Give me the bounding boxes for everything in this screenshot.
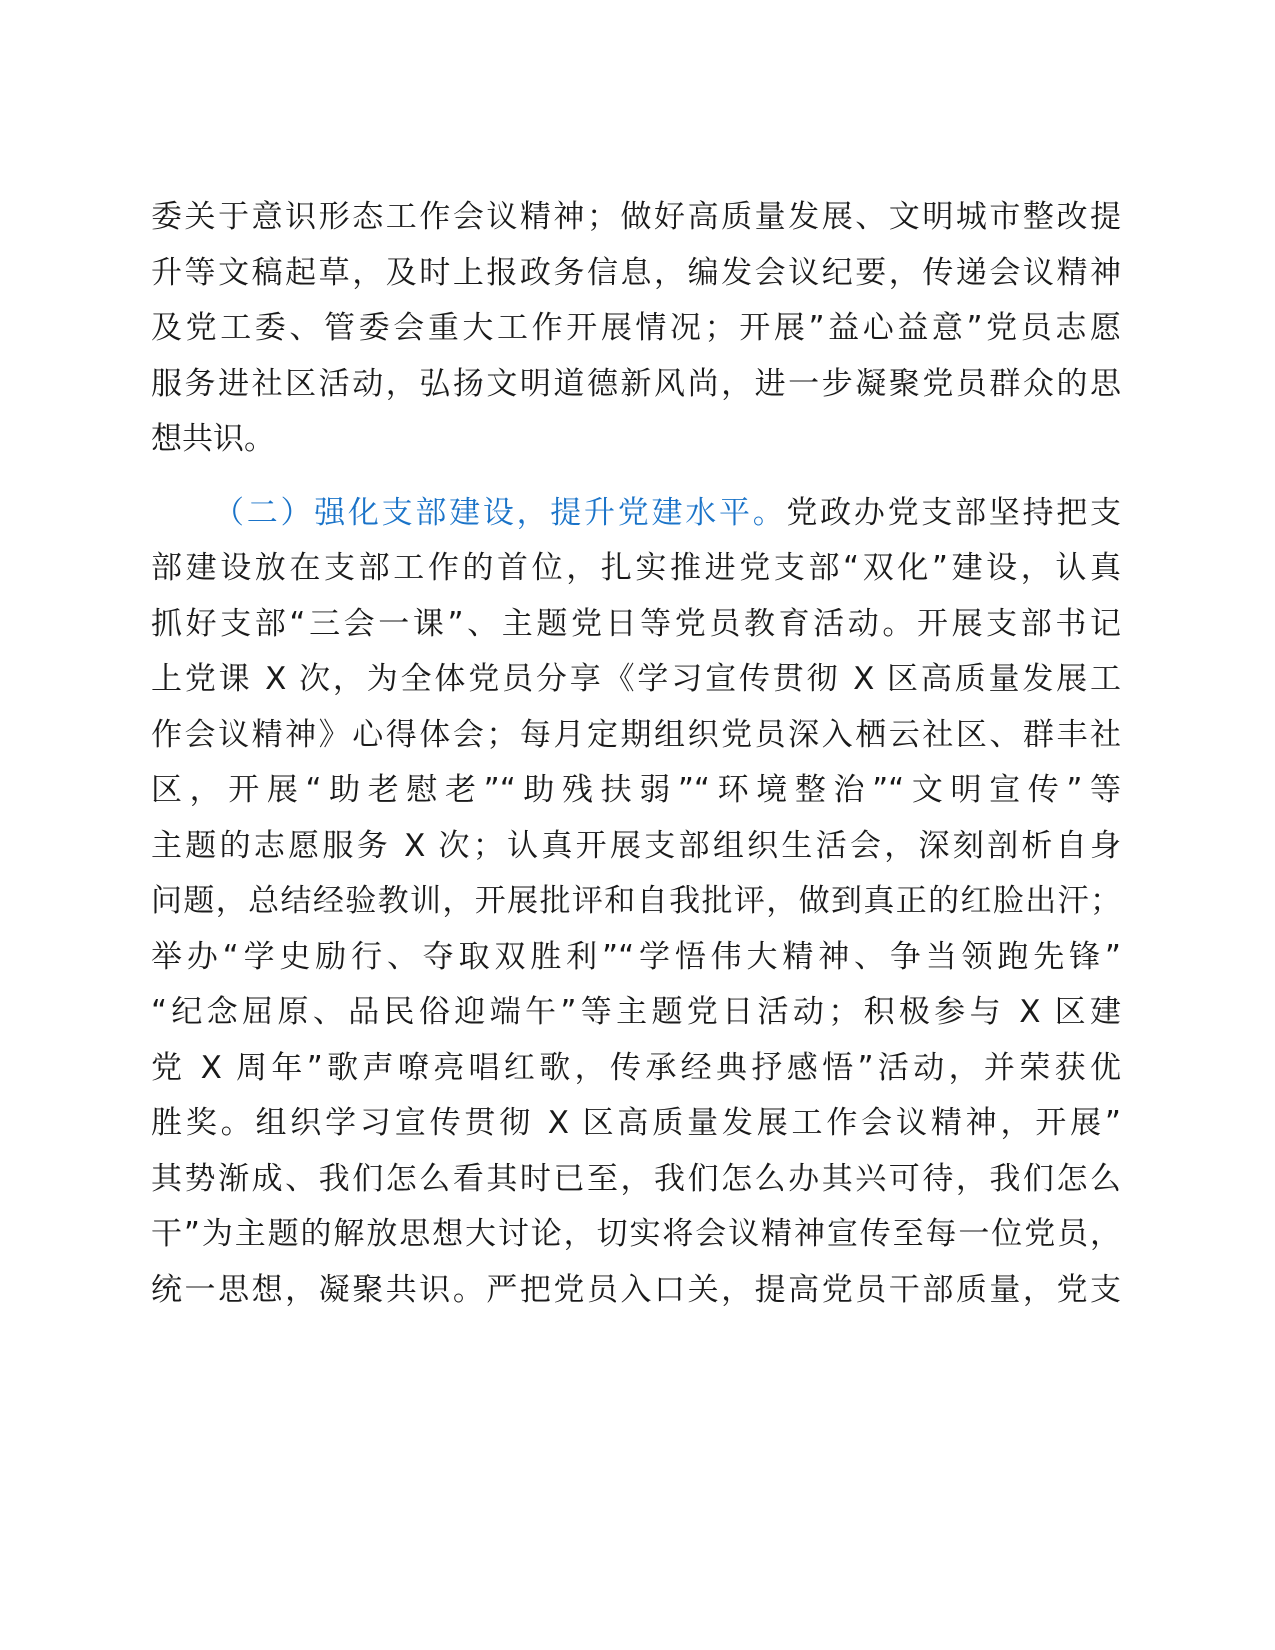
text-line: 作会议精神》心得体会；每月定期组织党员深入栖云社区、群丰社 xyxy=(151,716,1121,753)
text-line: 上党课 X 次，为全体党员分享《学习宣传贯彻 X 区高质量发展工 xyxy=(151,661,1121,697)
paragraph-first-line xyxy=(151,486,1121,542)
text-line: 其势渐成、我们怎么看其时已至，我们怎么办其兴可待，我们怎么 xyxy=(151,1160,1121,1197)
text-line: 胜奖。组织学习宣传贯彻 X 区高质量发展工作会议精神，开展” xyxy=(151,1105,1121,1141)
text-line: 区，开展“助老慰老”“助残扶弱”“环境整治”“文明宣传”等 xyxy=(151,772,1121,808)
text-line: 干”为主题的解放思想大讨论，切实将会议精神宣传至每一位党员， xyxy=(151,1216,1121,1252)
paragraph-2 xyxy=(151,486,1121,1319)
paragraph-1 xyxy=(151,190,1121,468)
text-line: 抓好支部“三会一课”、主题党日等党员教育活动。开展支部书记 xyxy=(151,605,1121,642)
document-body xyxy=(151,190,1121,1318)
text-line: 部建设放在支部工作的首位，扎实推进党支部“双化”建设，认真 xyxy=(151,550,1121,586)
text-line: 服务进社区活动，弘扬文明道德新风尚，进一步凝聚党员群众的思 xyxy=(151,365,1121,402)
section-heading: （二）强化支部建设，提升党建水平。 xyxy=(213,494,787,531)
text-line: 党 X 周年”歌声嘹亮唱红歌，传承经典抒感悟”活动，并荣获优 xyxy=(151,1049,1121,1086)
paragraph-spacer xyxy=(151,468,1121,486)
text-line: 委关于意识形态工作会议精神；做好高质量发展、文明城市整改提 xyxy=(151,199,1121,235)
text-line: 问题，总结经验教训，开展批评和自我批评，做到真正的红脸出汗； xyxy=(151,883,1121,919)
text-line: “纪念屈原、品民俗迎端午”等主题党日活动；积极参与 X 区建 xyxy=(151,994,1121,1030)
text-line: 想共识。 xyxy=(151,421,275,457)
text-run: 党政办党支部坚持把支 xyxy=(786,494,1121,531)
text-line: 及党工委、管委会重大工作开展情况；开展”益心益意”党员志愿 xyxy=(151,310,1121,346)
text-line: 主题的志愿服务 X 次；认真开展支部组织生活会，深刻剖析自身 xyxy=(151,827,1121,864)
text-line: 举办“学史励行、夺取双胜利”“学悟伟大精神、争当领跑先锋” xyxy=(151,938,1121,975)
text-line: 统一思想，凝聚共识。严把党员入口关，提高党员干部质量，党支 xyxy=(151,1271,1121,1308)
text-line: 升等文稿起草，及时上报政务信息，编发会议纪要，传递会议精神 xyxy=(151,254,1121,291)
